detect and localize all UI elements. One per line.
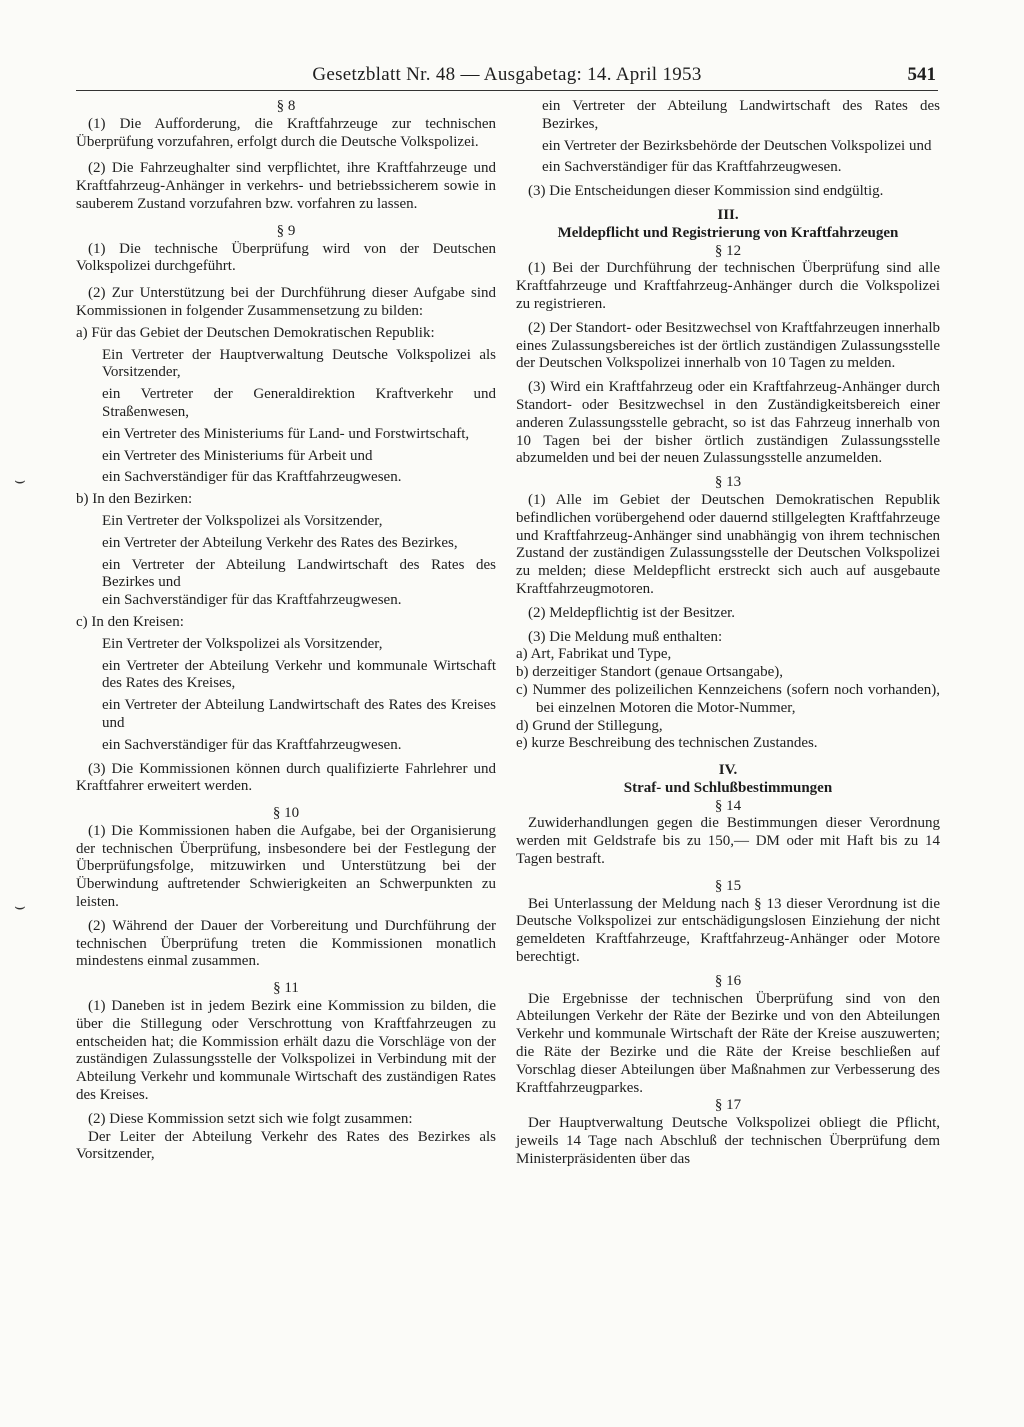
paragraph: (1) Die Kommissionen haben die Aufgabe, bei der Organisierung der technischen Überprüfung, insbesondere bei der Festlegung der Überprüfungsfolge, mitzuwirken und Unterstützung bei der Überwindung auftretender Schwierigkeiten an Schwerpunkten zu leisten. [76,822,496,911]
paragraph: (3) Die Meldung muß enthalten: [528,628,723,645]
list-item: ein Sachverständiger für das Kraftfahrzeugwesen. [102,736,402,753]
paragraph: Die Ergebnisse der technischen Überprüfung sind von den Abteilungen Verkehr der Räte der Bezirke und von den Abteilungen Verkehr und kommunale Wirtschaft der Räte der Kreise auszuwerten; die Räte der Bezirke und die Räte der Kreise beschließen auf Vorschlag dieser Abteilungen über Maßnahmen zur Verbesserung des Kraftfahrzeugparkes. [516,990,940,1096]
part-number: III. [717,206,739,223]
list-item: Ein Vertreter der Volkspolizei als Vorsitzender, [102,635,383,652]
page-header [76,60,938,91]
list-item: c) Nummer des polizeilichen Kennzeichens (sofern noch vorhanden), bei einzelnen Motoren die Motor-Nummer, [516,681,940,716]
list-intro: c) In den Kreisen: [76,613,184,630]
right-column [516,98,940,1169]
page-number: 541 [907,64,936,85]
paragraph: (2) Die Fahrzeughalter sind verpflichtet, ihre Kraftfahrzeuge und Kraftfahrzeug-Anhänger in verkehrs- und betriebssicherem sowie in sauberem Zustand vorzufahren bzw. vorfahren zu lassen. [76,160,496,212]
section-heading: § 10 [272,805,300,822]
paragraph: Der Hauptverwaltung Deutsche Volkspolizei obliegt die Pflicht, jeweils 14 Tage nach Abschluß der technischen Überprüfung dem Ministerpräsidenten über das [516,1115,940,1167]
section-heading: § 15 [714,877,742,894]
list-item: ein Vertreter der Abteilung Landwirtschaft des Rates des Bezirkes, [542,98,940,132]
list-item: Ein Vertreter der Volkspolizei als Vorsitzender, [102,512,383,529]
section-heading: § 9 [276,222,296,239]
left-column [76,98,496,1164]
section-heading: § 17 [714,1097,742,1114]
paragraph: (1) Bei der Durchführung der technischen Überprüfung sind alle Kraftfahrzeuge und Kraftfahrzeug-Anhänger durch die Volkspolizei zu registrieren. [516,260,940,312]
list-item: ein Sachverständiger für das Kraftfahrzeugwesen. [102,592,402,609]
part-number: IV. [718,762,738,779]
list-intro: b) In den Bezirken: [76,491,193,508]
part-title: Meldepflicht und Registrierung von Kraftfahrzeugen [557,224,899,241]
header-title: Gesetzblatt Nr. 48 — Ausgabetag: 14. April 1953 [312,64,702,85]
paragraph: (2) Diese Kommission setzt sich wie folgt zusammen: [88,1110,413,1127]
part-title: Straf- und Schlußbestimmungen [623,779,833,796]
list-item: d) Grund der Stillegung, [516,717,663,734]
paragraph: (1) Die technische Überprüfung wird von der Deutschen Volkspolizei durchgeführt. [76,240,496,275]
list-item: ein Vertreter des Ministeriums für Arbeit und [102,447,373,464]
section-heading: § 8 [276,98,296,114]
list-item: ein Vertreter der Abteilung Verkehr und kommunale Wirtschaft des Rates des Kreises, [102,657,496,692]
paragraph: (1) Daneben ist in jedem Bezirk eine Kommission zu bilden, die über die Stillegung oder Verschrottung von Kraftfahrzeugen zu entscheiden hat; die Kommission erhält dazu die Vorschläge von der zuständigen Zulassungsstelle der Volkspolizei in Verbindung mit der Abteilung Verkehr und kommunale Wirtschaft des zuständigen Rates des Kreises. [76,998,496,1104]
list-intro: a) Für das Gebiet der Deutschen Demokratischen Republik: [76,324,435,341]
section-heading: § 12 [714,242,742,259]
section-heading: § 11 [273,980,299,997]
paragraph: Bei Unterlassung der Meldung nach § 13 dieser Verordnung ist die Deutsche Volkspolizei zur entschädigungslosen Einziehung der nicht gemeldeten Kraftfahrzeuge, Kraftfahrzeug-Anhänger oder Motore berechtigt. [516,895,940,966]
list-item: ein Vertreter der Bezirksbehörde der Deutschen Volkspolizei und [542,137,932,154]
list-item: a) Art, Fabrikat und Type, [516,646,672,663]
list-item: ein Vertreter der Generaldirektion Kraftverkehr und Straßenwesen, [102,386,496,420]
list-item: ein Vertreter des Ministeriums für Land- und Forstwirtschaft, [102,425,470,442]
list-item: ein Sachverständiger für das Kraftfahrzeugwesen. [102,469,402,486]
margin-mark-icon: ⌣ [14,470,26,490]
paragraph: (1) Die Aufforderung, die Kraftfahrzeuge zur technischen Überprüfung vorzufahren, erfolgt durch die Deutsche Volkspolizei. [76,115,496,150]
paragraph: (1) Alle im Gebiet der Deutschen Demokratischen Republik befindlichen vorübergehend oder dauernd stillgelegten Kraftfahrzeuge und Kraftfahrzeug-Anhänger sind unabhängig von ihrem technischen Zustand der zuständigen Zulassungsstelle der Deutschen Volkspolizei zu melden; diese Meldepflicht erstreckt sich auch auf ausgebaute Kraftfahrzeugmotoren. [516,491,940,597]
paragraph: (3) Die Kommissionen können durch qualifizierte Fahrlehrer und Kraftfahrer erweitert werden. [76,760,496,795]
list-item: ein Vertreter der Abteilung Landwirtschaft des Rates des Kreises und [102,697,496,731]
paragraph: (3) Wird ein Kraftfahrzeug oder ein Kraftfahrzeug-Anhänger durch Standort- oder Besitzwechsel in den Zuständigkeitsbereich einer anderen Zulassungsstelle gebracht, so ist das Fahrzeug innerhalb von 10 Tagen bei der bisher örtlich zuständigen Zulassungsstelle abzumelden und bei der neuen Zulassungsstelle anzumelden. [516,379,940,467]
list-item: ein Sachverständiger für das Kraftfahrzeugwesen. [542,159,842,176]
list-item: e) kurze Beschreibung des technischen Zustandes. [516,735,818,752]
margin-mark-icon: ⌣ [14,896,26,916]
list-item: Ein Vertreter der Hauptverwaltung Deutsche Volkspolizei als Vorsitzender, [102,346,496,381]
paragraph: (2) Meldepflichtig ist der Besitzer. [528,604,736,621]
paragraph: (2) Während der Dauer der Vorbereitung und Durchführung der technischen Überprüfung treten die Kommissionen monatlich mindestens einmal zusammen. [76,917,496,970]
section-heading: § 13 [714,474,742,491]
section-heading: § 16 [714,972,742,989]
paragraph: (2) Der Standort- oder Besitzwechsel von Kraftfahrzeugen innerhalb eines Zulassungsbereiches ist der örtlich zuständigen Zulassungsstelle der Deutschen Volkspolizei innerhalb von 10 Tagen zu melden. [516,319,940,372]
paragraph: (2) Zur Unterstützung bei der Durchführung dieser Aufgabe sind Kommissionen in folgender Zusammensetzung zu bilden: [76,285,496,319]
list-item: ein Vertreter der Abteilung Verkehr des Rates des Bezirkes, [102,534,458,551]
list-item: ein Vertreter der Abteilung Landwirtschaft des Rates des Bezirkes und [102,556,496,591]
paragraph: (3) Die Entscheidungen dieser Kommission sind endgültig. [528,183,884,200]
section-heading: § 14 [714,797,742,814]
list-item: b) derzeitiger Standort (genaue Ortsangabe), [516,664,783,681]
paragraph: Zuwiderhandlungen gegen die Bestimmungen dieser Verordnung werden mit Geldstrafe bis zu 150,— DM oder mit Haft bis zu 14 Tagen bestraft. [516,815,940,868]
paragraph: Der Leiter der Abteilung Verkehr des Rates des Bezirkes als Vorsitzender, [76,1128,496,1163]
